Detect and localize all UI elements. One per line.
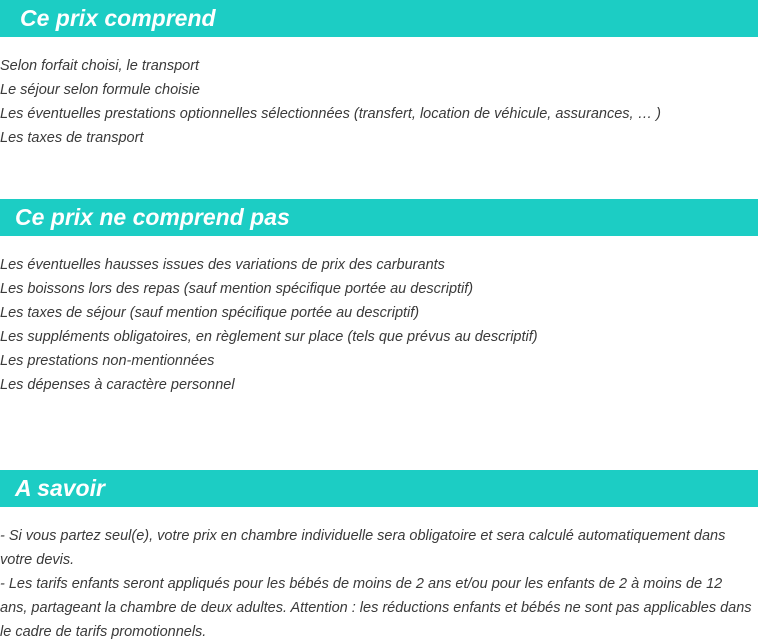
info-paragraph-solo: - Si vous partez seul(e), votre prix en chambre individuelle sera obligatoire et sera calculé automatiquement dans votre devis. — [0, 528, 726, 568]
info-paragraph-children: - Les tarifs enfants seront appliqués pour les bébés de moins de 2 ans et/ou pour les enfants de 2 à moins de 12 ans, partageant la chambre de deux adultes. Attention : les réductions enfants et bébés ne sont pas applicables dans le cadre de tarifs promotionnels. — [0, 576, 752, 640]
section-header-excluded — [0, 199, 758, 236]
list-item: Les suppléments obligatoires, en règlement sur place (tels que prévus au descriptif) — [0, 329, 538, 345]
included-list — [0, 54, 758, 150]
list-item: Les prestations non-mentionnées — [0, 353, 215, 369]
list-item: Les taxes de transport — [0, 130, 144, 146]
list-item: Les éventuelles prestations optionnelles sélectionnées (transfert, location de véhicule, assurances, … ) — [0, 106, 661, 122]
section-title-info: A savoir — [15, 475, 105, 501]
section-title-included: Ce prix comprend — [20, 5, 216, 31]
list-item: Les taxes de séjour (sauf mention spécifique portée au descriptif) — [0, 305, 420, 321]
excluded-list — [0, 253, 758, 397]
section-header-included — [0, 0, 758, 37]
section-header-info — [0, 470, 758, 507]
list-item: Les dépenses à caractère personnel — [0, 377, 235, 393]
list-item: Les éventuelles hausses issues des variations de prix des carburants — [0, 257, 445, 273]
list-item: Le séjour selon formule choisie — [0, 82, 200, 98]
list-item: Les boissons lors des repas (sauf mention spécifique portée au descriptif) — [0, 281, 474, 297]
section-title-excluded: Ce prix ne comprend pas — [15, 204, 290, 230]
list-item: Selon forfait choisi, le transport — [0, 58, 200, 74]
